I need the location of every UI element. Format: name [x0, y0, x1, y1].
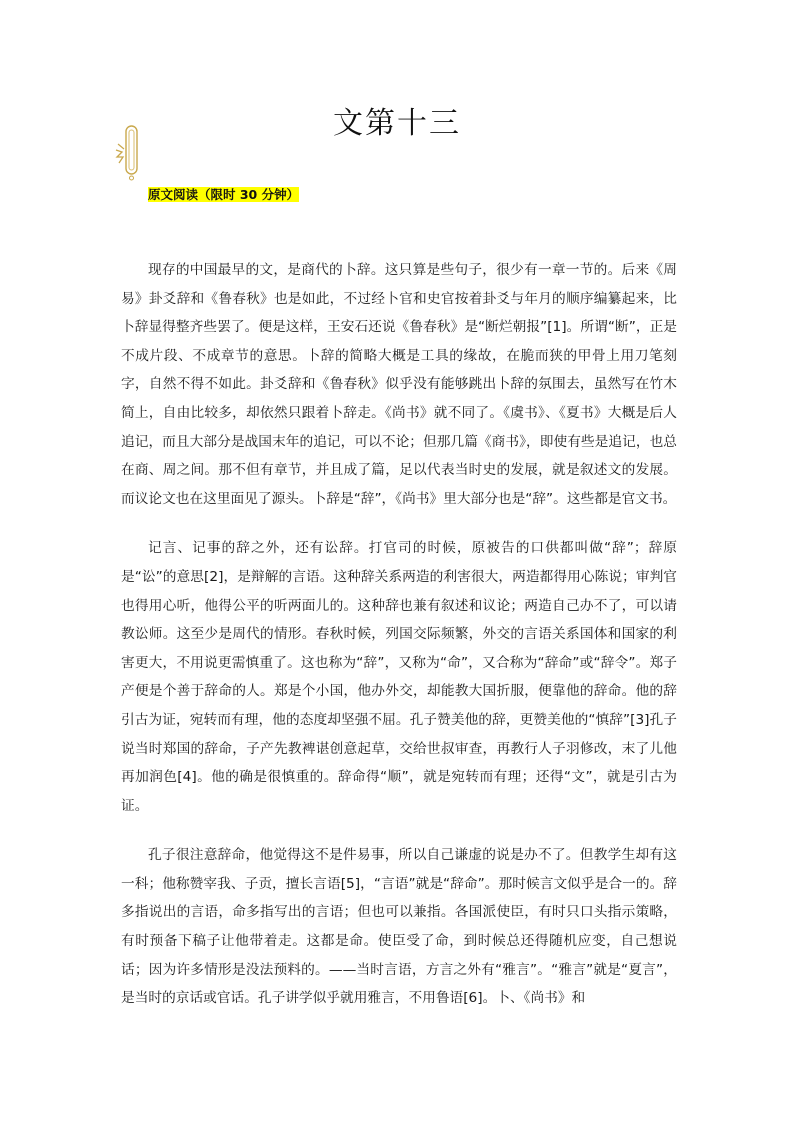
paragraph-1: 现存的中国最早的文，是商代的卜辞。这只算是些句子，很少有一章一节的。后来《周易》卦爻辞和《鲁春秋》也是如此，不过经卜官和史官按着卦爻与年月的顺序编纂起来，比卜辞显得整齐些罢了。便是这样，王安石还说《鲁春秋》是“断烂朝报”[1]。所谓“断”，正是不成片段、不成章节的意思。卜辞的简略大概是工具的缘故，在脆而狭的甲骨上用刀笔刻字，自然不得不如此。卦爻辞和《鲁春秋》似乎没有能够跳出卜辞的氛围去，虽然写在竹木简上，自由比较多，却依然只跟着卜辞走。《尚书》就不同了。《虞书》、《夏书》大概是后人追记，而且大部分是战国末年的追记，可以不论；但那几篇《商书》，即使有些是追记，也总在商、周之间。那不但有章节，并且成了篇，足以代表当时史的发展，就是叙述文的发展。而议论文也在这里面见了源头。卜辞是“辞”，《尚书》里大部分也是“辞”。这些都是官文书。 — [121, 262, 677, 507]
article-body — [121, 256, 677, 1034]
page-title: 文第十三 — [333, 106, 461, 141]
section-label-text: 原文阅读（限时 30 分钟） — [148, 187, 300, 202]
section-label — [148, 184, 303, 204]
decorative-bookmark-icon — [114, 124, 146, 182]
paragraph-3: 孔子很注意辞命，他觉得这不是件易事，所以自己谦虚的说是办不了。但教学生却有这一科；他称赞宰我、子贡，擅长言语[5]，“言语”就是“辞命”。那时候言文似乎是合一的。辞多指说出的言语，命多指写出的言语；但也可以兼指。各国派使臣，有时只口头指示策略，有时预备下稿子让他带着走。这都是命。使臣受了命，到时候总还得随机应变，自己想说话；因为许多情形是没法预料的。——当时言语，方言之外有“雅言”。“雅言”就是“夏言”，是当时的京话或官话。孔子讲学似乎就用雅言，不用鲁语[6]。卜、《尚书》和 — [121, 847, 677, 1007]
paragraph-2: 记言、记事的辞之外，还有讼辞。打官司的时候，原被告的口供都叫做“辞”；辞原是“讼”的意思[2]，是辩解的言语。这种辞关系两造的利害很大，两造都得用心陈说；审判官也得用心听，他得公平的听两面儿的。这种辞也兼有叙述和议论；两造自己办不了，可以请教讼师。这至少是周代的情形。春秋时候，列国交际频繁，外交的言语关系国体和国家的利害更大，不用说更需慎重了。这也称为“辞”，又称为“命”，又合称为“辞命”或“辞令”。郑子产便是个善于辞命的人。郑是个小国，他办外交，却能教大国折服，便靠他的辞命。他的辞引古为证，宛转而有理，他的态度却坚强不屈。孔子赞美他的辞，更赞美他的“慎辞”[3]孔子说当时郑国的辞命，子产先教裨谌创意起草，交给世叔审查，再教行人子羽修改，末了儿他再加润色[4]。他的确是很慎重的。辞命得“顺”，就是宛转而有理；还得“文”，就是引古为证。 — [121, 540, 677, 814]
